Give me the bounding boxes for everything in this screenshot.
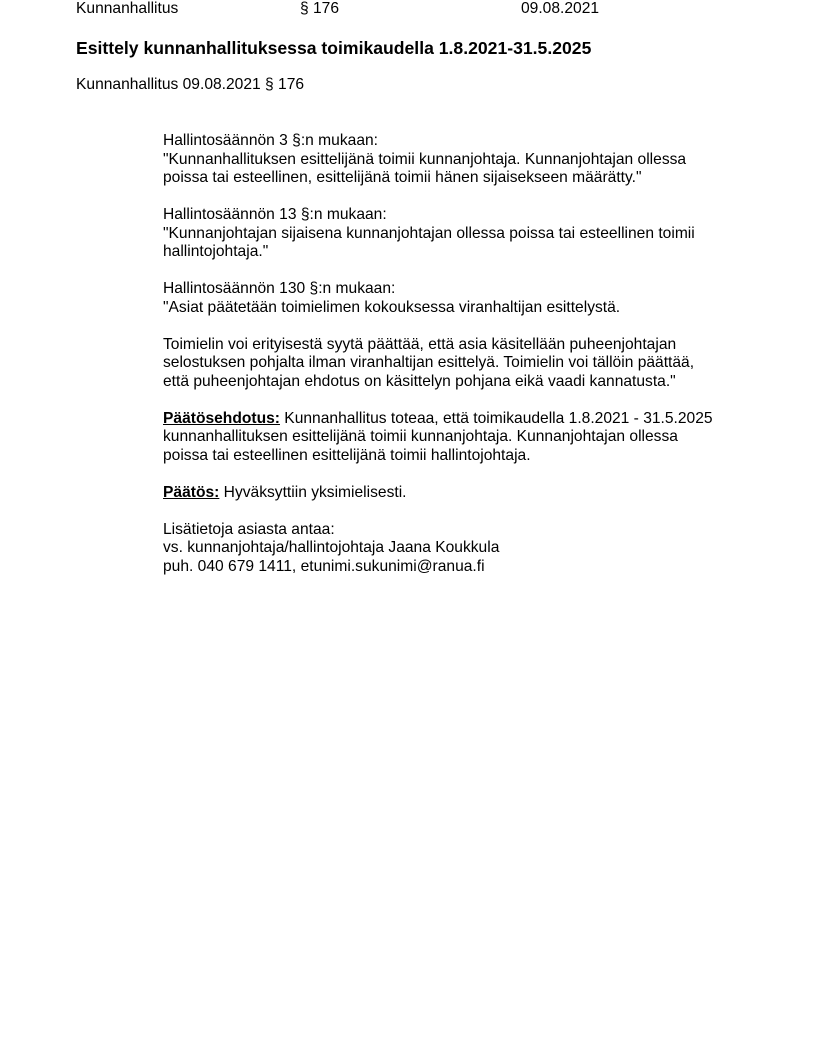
regulation-heading: Hallintosäännön 130 §:n mukaan: <box>163 280 396 297</box>
contact-info <box>163 521 743 577</box>
header-date: 09.08.2021 <box>521 0 600 17</box>
decision-label: Päätös: <box>163 483 220 501</box>
proposal-label: Päätösehdotus: <box>163 409 280 427</box>
contact-intro: Lisätietoja asiasta antaa: <box>163 520 335 538</box>
regulation-heading: Hallintosäännön 3 §:n mukaan: <box>163 132 378 149</box>
regulation-quote-line: hallintojohtaja." <box>163 243 269 260</box>
paragraph-line: Toimielin voi erityisestä syytä päättää, että asia käsitellään puheenjohtajan <box>163 335 677 353</box>
proposal-text: Kunnanhallitus toteaa, että toimikaudella 1.8.2021 - 31.5.2025 <box>279 409 713 427</box>
regulation-block <box>163 206 743 262</box>
regulation-heading: Hallintosäännön 13 §:n mukaan: <box>163 206 387 223</box>
header-section-number: § 176 <box>300 0 340 17</box>
regulation-quote-line: poissa tai esteellinen, esittelijänä toimii hänen sijaisekseen määrätty." <box>163 169 642 186</box>
decision <box>163 484 743 503</box>
decision-proposal <box>163 410 743 466</box>
document-content <box>163 132 743 595</box>
regulation-continuation <box>163 336 743 392</box>
paragraph-line: selostuksen pohjalta ilman viranhaltijan esittelyä. Toimielin voi tällöin päättää, <box>163 354 695 371</box>
regulation-block <box>163 280 743 317</box>
regulation-quote-line: "Kunnanjohtajan sijaisena kunnanjohtajan ollessa poissa tai esteellinen toimii <box>163 224 695 242</box>
regulation-block <box>163 132 743 188</box>
decision-text: Hyväksyttiin yksimielisesti. <box>219 483 407 501</box>
regulation-quote-line: "Kunnanhallituksen esittelijänä toimii kunnanjohtaja. Kunnanjohtajan ollessa <box>163 150 687 168</box>
regulation-quote-line: "Asiat päätetään toimielimen kokouksessa viranhaltijan esittelystä. <box>163 298 621 316</box>
meeting-reference: Kunnanhallitus 09.08.2021 § 176 <box>76 76 305 93</box>
proposal-line: kunnanhallituksen esittelijänä toimii kunnanjohtaja. Kunnanjohtajan ollessa <box>163 428 678 445</box>
header-body-name: Kunnanhallitus <box>76 0 179 17</box>
document-header <box>0 0 816 20</box>
proposal-line: poissa tai esteellinen esittelijänä toimii hallintojohtaja. <box>163 446 531 464</box>
paragraph-line: että puheenjohtajan ehdotus on käsittelyn pohjana eikä vaadi kannatusta." <box>163 372 676 390</box>
document-title: Esittely kunnanhallituksessa toimikaudella 1.8.2021-31.5.2025 <box>76 38 592 58</box>
contact-person: vs. kunnanjohtaja/hallintojohtaja Jaana Koukkula <box>163 539 500 556</box>
contact-details: puh. 040 679 1411, etunimi.sukunimi@ranua.fi <box>163 557 485 575</box>
